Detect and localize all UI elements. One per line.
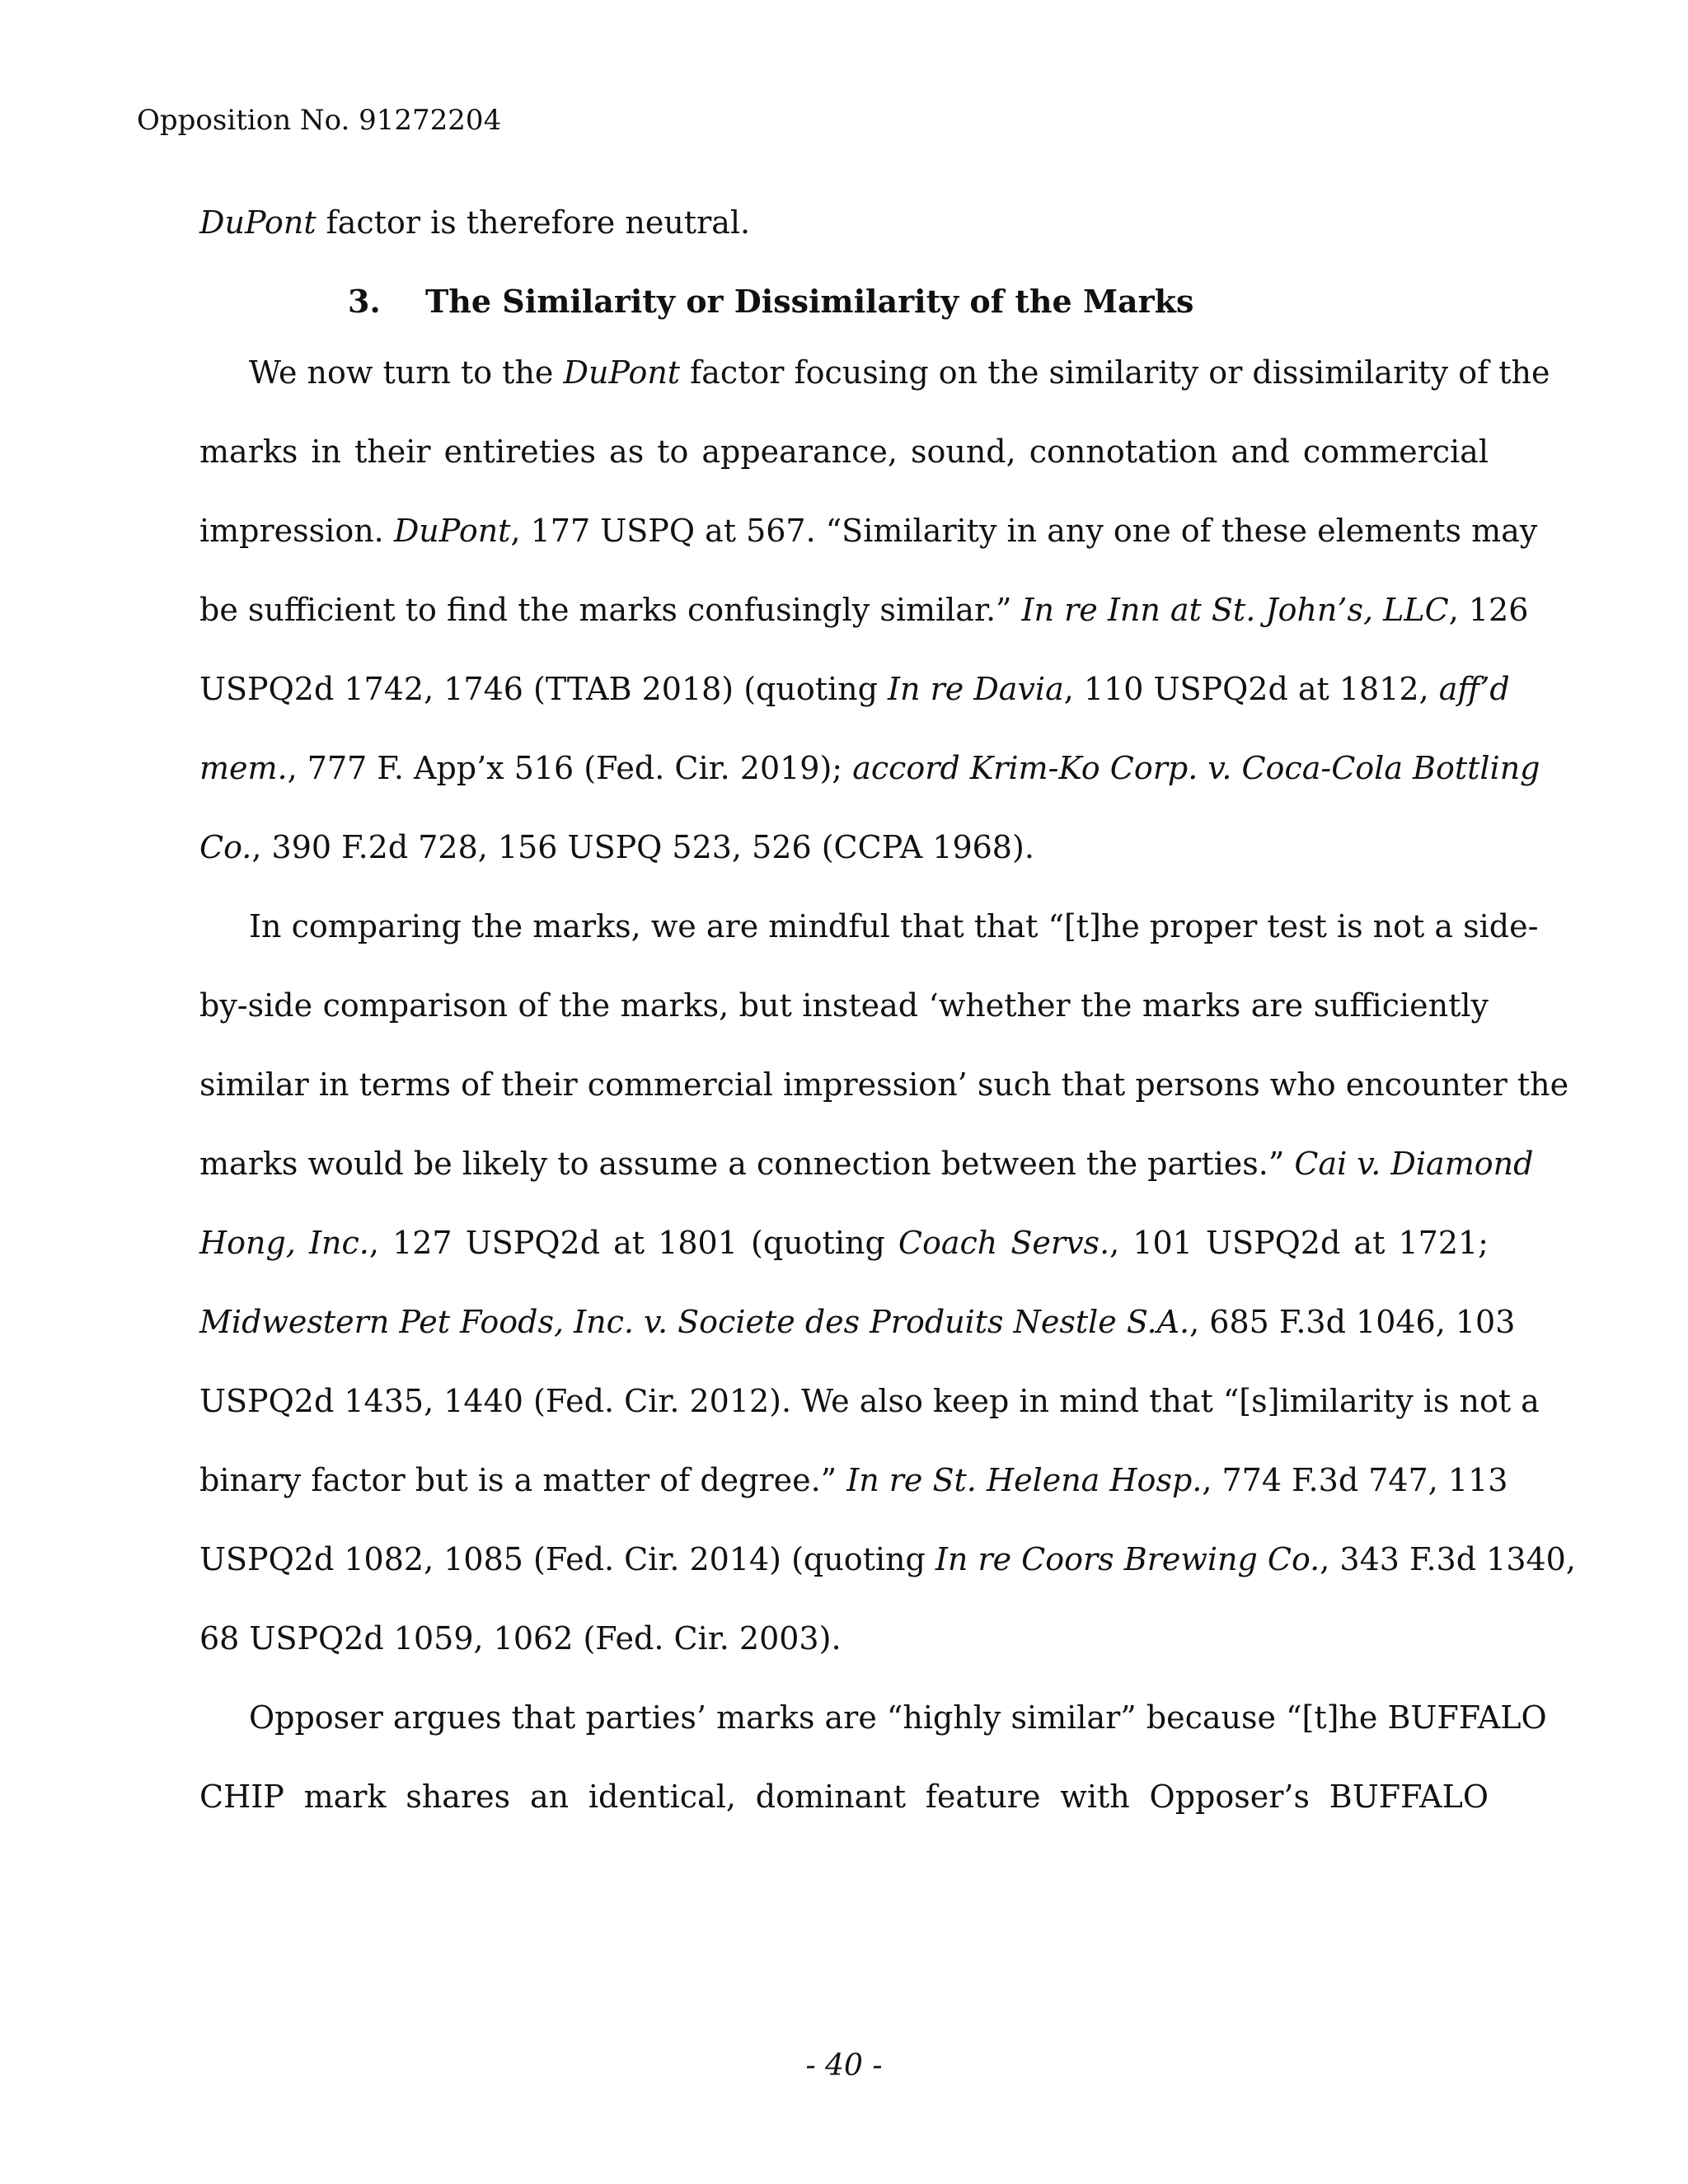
text-line: [199, 1770, 1489, 1849]
text-run: Opposer argues that parties’ marks are “highly similar” because “[t]he BUFFALO: [249, 1699, 1547, 1736]
text-run: CHIP mark shares an identical, dominant feature with Opposer’s BUFFALO: [199, 1779, 1489, 1815]
text-run: , 390 F.2d 728, 156 USPQ 523, 526 (CCPA 1968).: [251, 829, 1034, 865]
italic-citation: In re Coors Brewing Co.: [935, 1541, 1320, 1577]
italic-citation: Hong, Inc.: [199, 1225, 369, 1261]
text-run: , 127 USPQ2d at 1801 (quoting: [368, 1225, 898, 1261]
text-run: marks in their entireties as to appearance, sound, connotation and commercial: [199, 434, 1489, 470]
text-run: , 110 USPQ2d at 1812,: [1063, 671, 1439, 707]
italic-citation: DuPont: [393, 513, 511, 549]
text-run: USPQ2d 1435, 1440 (Fed. Cir. 2012). We also keep in mind that “[s]imilarity is not a: [199, 1383, 1540, 1419]
text-line: [199, 979, 1489, 1058]
text-line: [199, 900, 1539, 979]
text-run: 68 USPQ2d 1059, 1062 (Fed. Cir. 2003).: [199, 1620, 842, 1657]
text-run: similar in terms of their commercial impression’ such that persons who encounter the: [199, 1066, 1569, 1103]
text-run: , 777 F. App’x 516 (Fed. Cir. 2019);: [287, 750, 853, 786]
text-run: , 685 F.3d 1046, 103: [1189, 1304, 1516, 1340]
italic-citation: mem.: [199, 750, 288, 786]
italic-citation: Midwestern Pet Foods, Inc. v. Societe des Produits Nestle S.A.: [199, 1304, 1190, 1340]
text-line: [199, 1454, 1508, 1533]
text-line: [199, 663, 1510, 742]
text-line: [199, 742, 1540, 821]
text-line: [199, 1058, 1569, 1137]
text-run: USPQ2d 1082, 1085 (Fed. Cir. 2014) (quoting: [199, 1541, 935, 1577]
text-run: USPQ2d 1742, 1746 (TTAB 2018) (quoting: [199, 671, 889, 707]
opposition-number-header: Opposition No. 91272204: [137, 104, 502, 137]
text-line: [199, 504, 1538, 583]
text-line: [199, 821, 1489, 900]
page-number: - 40 -: [805, 2049, 883, 2083]
text-line: [199, 425, 1489, 504]
italic-citation: In re Davia: [888, 671, 1064, 707]
text-run: marks would be likely to assume a connection between the parties.”: [199, 1146, 1295, 1182]
text-line: [199, 1216, 1489, 1296]
text-line: [199, 1533, 1576, 1612]
text-run: We now turn to the: [249, 354, 564, 391]
text-run: The Similarity or Dissimilarity of the Marks: [425, 283, 1194, 320]
italic-citation: Coach Servs.: [898, 1225, 1110, 1261]
italic-citation: DuPont: [563, 354, 681, 391]
text-line: [199, 1612, 1489, 1691]
text-run: factor is therefore neutral.: [316, 204, 751, 241]
text-line: [199, 1691, 1547, 1770]
italic-citation: aff’d: [1438, 671, 1510, 707]
italic-citation: Co.: [199, 829, 252, 865]
section-heading: [199, 275, 1489, 346]
text-line: [199, 583, 1529, 663]
italic-citation: DuPont: [199, 204, 316, 241]
italic-citation: Cai v. Diamond: [1294, 1146, 1534, 1182]
text-run: , 126: [1448, 592, 1529, 628]
text-line: [199, 1137, 1534, 1216]
text-run: , 177 USPQ at 567. “Similarity in any one of these elements may: [510, 513, 1538, 549]
text-run: , 774 F.3d 747, 113: [1202, 1462, 1508, 1498]
text-line: [199, 346, 1550, 425]
text-run: factor focusing on the similarity or dissimilarity of the: [680, 354, 1550, 391]
text-line: [199, 1296, 1516, 1375]
italic-citation: In re Inn at St. John’s, LLC: [1021, 592, 1449, 628]
text-line: [199, 1375, 1540, 1454]
italic-citation: accord Krim-Ko Corp. v. Coca-Cola Bottling: [852, 750, 1540, 786]
heading-number: 3.: [348, 283, 381, 320]
opinion-body-text: [199, 196, 1576, 1849]
text-run: be sufficient to find the marks confusingly similar.”: [199, 592, 1022, 628]
text-run: , 343 F.3d 1340,: [1320, 1541, 1576, 1577]
text-run: binary factor but is a matter of degree.”: [199, 1462, 847, 1498]
text-run: by-side comparison of the marks, but instead ‘whether the marks are sufficiently: [199, 987, 1489, 1024]
text-run: impression.: [199, 513, 394, 549]
italic-citation: In re St. Helena Hosp.: [846, 1462, 1203, 1498]
text-line: [199, 196, 1489, 275]
text-run: , 101 USPQ2d at 1721;: [1109, 1225, 1489, 1261]
text-run: In comparing the marks, we are mindful that that “[t]he proper test is not a side-: [249, 908, 1539, 944]
